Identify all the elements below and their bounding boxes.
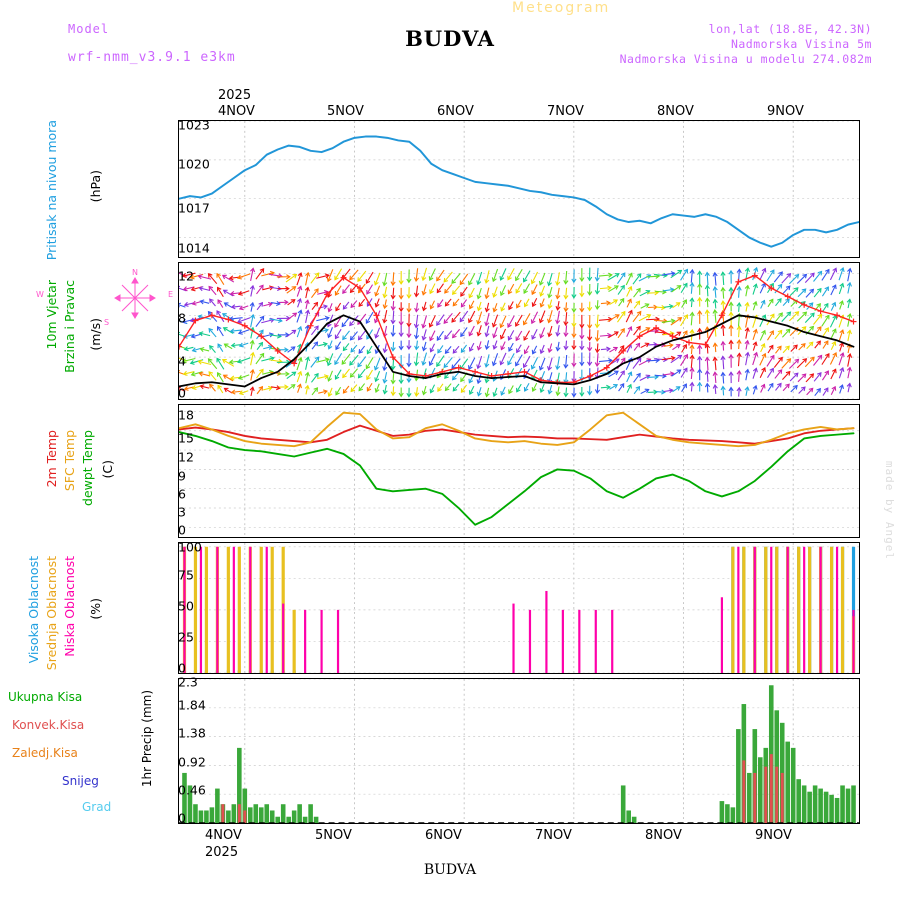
- ylabel-precip-units: 1hr Precip (mm): [140, 690, 154, 788]
- ylabel-cloud-mid: Srednja Oblacnost: [44, 556, 59, 671]
- ylabel-precip-freezing: Zaledj.Kisa: [12, 746, 78, 760]
- compass-label-w: W: [36, 290, 44, 299]
- ylabel-temp-sfc: SFC Temp: [62, 430, 77, 492]
- precip-plot: [179, 679, 859, 823]
- panel-pressure: [178, 120, 860, 258]
- meta-elevation: Nadmorska Visina 5m: [730, 37, 872, 51]
- xtick-top-3: 7NOV: [547, 104, 584, 119]
- watermark: made by Angel: [883, 460, 896, 560]
- ylabel-precip-hail: Grad: [82, 800, 112, 814]
- panel-wind: [178, 262, 860, 400]
- compass-label-e: E: [168, 290, 174, 299]
- xtick-top-1: 5NOV: [327, 104, 364, 119]
- ylabel-precip-total: Ukupna Kisa: [8, 690, 83, 704]
- model-label: Model: [68, 22, 110, 36]
- wind-plot: [179, 263, 859, 399]
- page-title: BUDVA: [405, 26, 495, 51]
- meteogram-label: Meteogram: [512, 0, 611, 16]
- axis-year-bottom: 2025: [205, 845, 239, 860]
- panel-precip: [178, 678, 860, 824]
- ylabel-wind-units: (m/s): [88, 318, 103, 351]
- ylabel-temp-units: (C): [100, 460, 115, 479]
- wind-compass-rose: [104, 270, 166, 326]
- xtick-top-0: 4NOV: [218, 104, 255, 119]
- xtick-top-2: 6NOV: [437, 104, 474, 119]
- meta-lonlat: lon,lat (18.8E, 42.3N): [708, 22, 872, 36]
- temperature-plot: [179, 405, 859, 537]
- compass-label-n: N: [132, 268, 138, 277]
- xtick-top-4: 8NOV: [657, 104, 694, 119]
- ylabel-cloud-units: (%): [88, 598, 103, 620]
- compass-label-s: S: [104, 318, 110, 327]
- station-meta: [620, 22, 872, 67]
- ylabel-cloud-low: Niska Oblacnost: [62, 556, 77, 657]
- xtick-top-5: 9NOV: [767, 104, 804, 119]
- ylabel-pressure: Pritisak na nivou mora: [44, 120, 59, 261]
- xtick-bot-2: 6NOV: [425, 828, 462, 843]
- xtick-bot-4: 8NOV: [645, 828, 682, 843]
- ylabel-precip-snow: Snijeg: [62, 774, 99, 788]
- ylabel-temp-2m: 2m Temp: [44, 430, 59, 488]
- ylabel-cloud-high: Visoka Oblacnost: [26, 556, 41, 664]
- pressure-plot: [179, 121, 859, 257]
- footer-station: BUDVA: [423, 862, 477, 878]
- model-value: wrf-nmm_v3.9.1 e3km: [68, 50, 236, 65]
- ylabel-temp-dewpt: dewpt Temp: [80, 430, 95, 506]
- cloud-plot: [179, 543, 859, 673]
- ylabel-pressure-units: (hPa): [88, 170, 103, 203]
- panel-cloud: [178, 542, 860, 674]
- ylabel-precip-convective: Konvek.Kisa: [12, 718, 85, 732]
- panel-temperature: [178, 404, 860, 538]
- xtick-bot-1: 5NOV: [315, 828, 352, 843]
- ylabel-wind-1: 10m Vjetar: [44, 280, 59, 350]
- xtick-bot-5: 9NOV: [755, 828, 792, 843]
- axis-year-top: 2025: [218, 88, 252, 103]
- xtick-bot-3: 7NOV: [535, 828, 572, 843]
- meta-model-elevation: Nadmorska Visina u modelu 274.082m: [619, 52, 872, 66]
- xtick-bot-0: 4NOV: [205, 828, 242, 843]
- ylabel-wind-2: Brzina i Pravac: [62, 280, 77, 373]
